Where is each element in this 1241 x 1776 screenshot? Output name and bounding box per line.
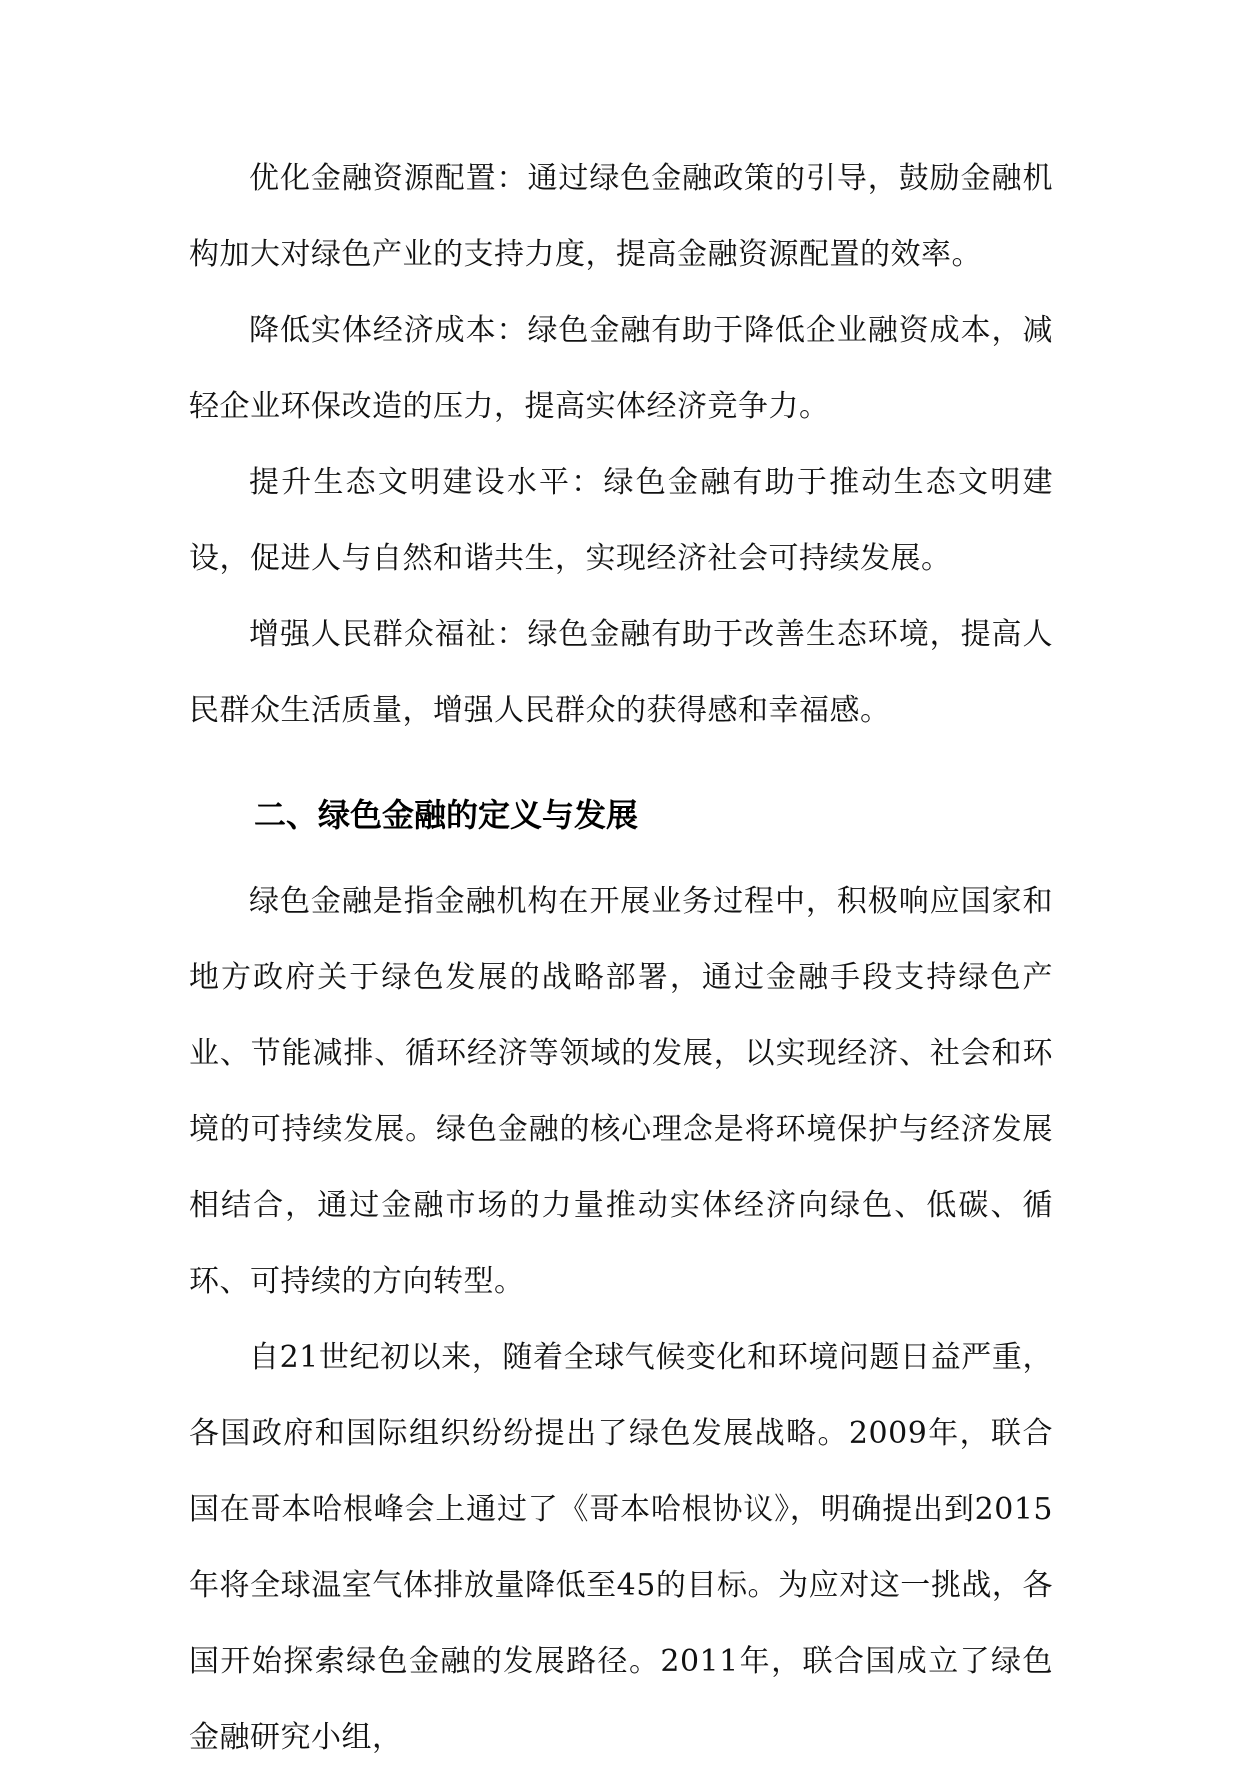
paragraph-optimize-resources: 优化金融资源配置：通过绿色金融政策的引导，鼓励金融机构加大对绿色产业的支持力度，提高金融资源配置的效率。 — [189, 161, 1053, 272]
paragraph-public-wellbeing: 增强人民群众福祉：绿色金融有助于改善生态环境，提高人民群众生活质量，增强人民群众的获得感和幸福感。 — [189, 617, 1053, 728]
section-heading: 二、绿色金融的定义与发展 — [254, 796, 639, 834]
paragraph-green-finance-definition: 绿色金融是指金融机构在开展业务过程中，积极响应国家和地方政府关于绿色发展的战略部署，通过金融手段支持绿色产业、节能减排、循环经济等领域的发展，以实现经济、社会和环境的可持续发展。绿色金融的核心理念是将环境保护与经济发展相结合，通过金融市场的力量推动实体经济向绿色、低碳、循环、可持续的方向转型。 — [189, 884, 1053, 1299]
document-body — [189, 141, 1053, 1776]
paragraph-ecological-civilization: 提升生态文明建设水平：绿色金融有助于推动生态文明建设，促进人与自然和谐共生，实现经济社会可持续发展。 — [189, 465, 1053, 576]
paragraph-reduce-costs: 降低实体经济成本：绿色金融有助于降低企业融资成本，减轻企业环保改造的压力，提高实体经济竞争力。 — [189, 313, 1053, 424]
paragraph-green-finance-history: 自21世纪初以来，随着全球气候变化和环境问题日益严重，各国政府和国际组织纷纷提出了绿色发展战略。2009年，联合国在哥本哈根峰会上通过了《哥本哈根协议》，明确提出到2015年将全球温室气体排放量降低至45的目标。为应对这一挑战，各国开始探索绿色金融的发展路径。2011年，联合国成立了绿色金融研究小组， — [189, 1340, 1053, 1755]
